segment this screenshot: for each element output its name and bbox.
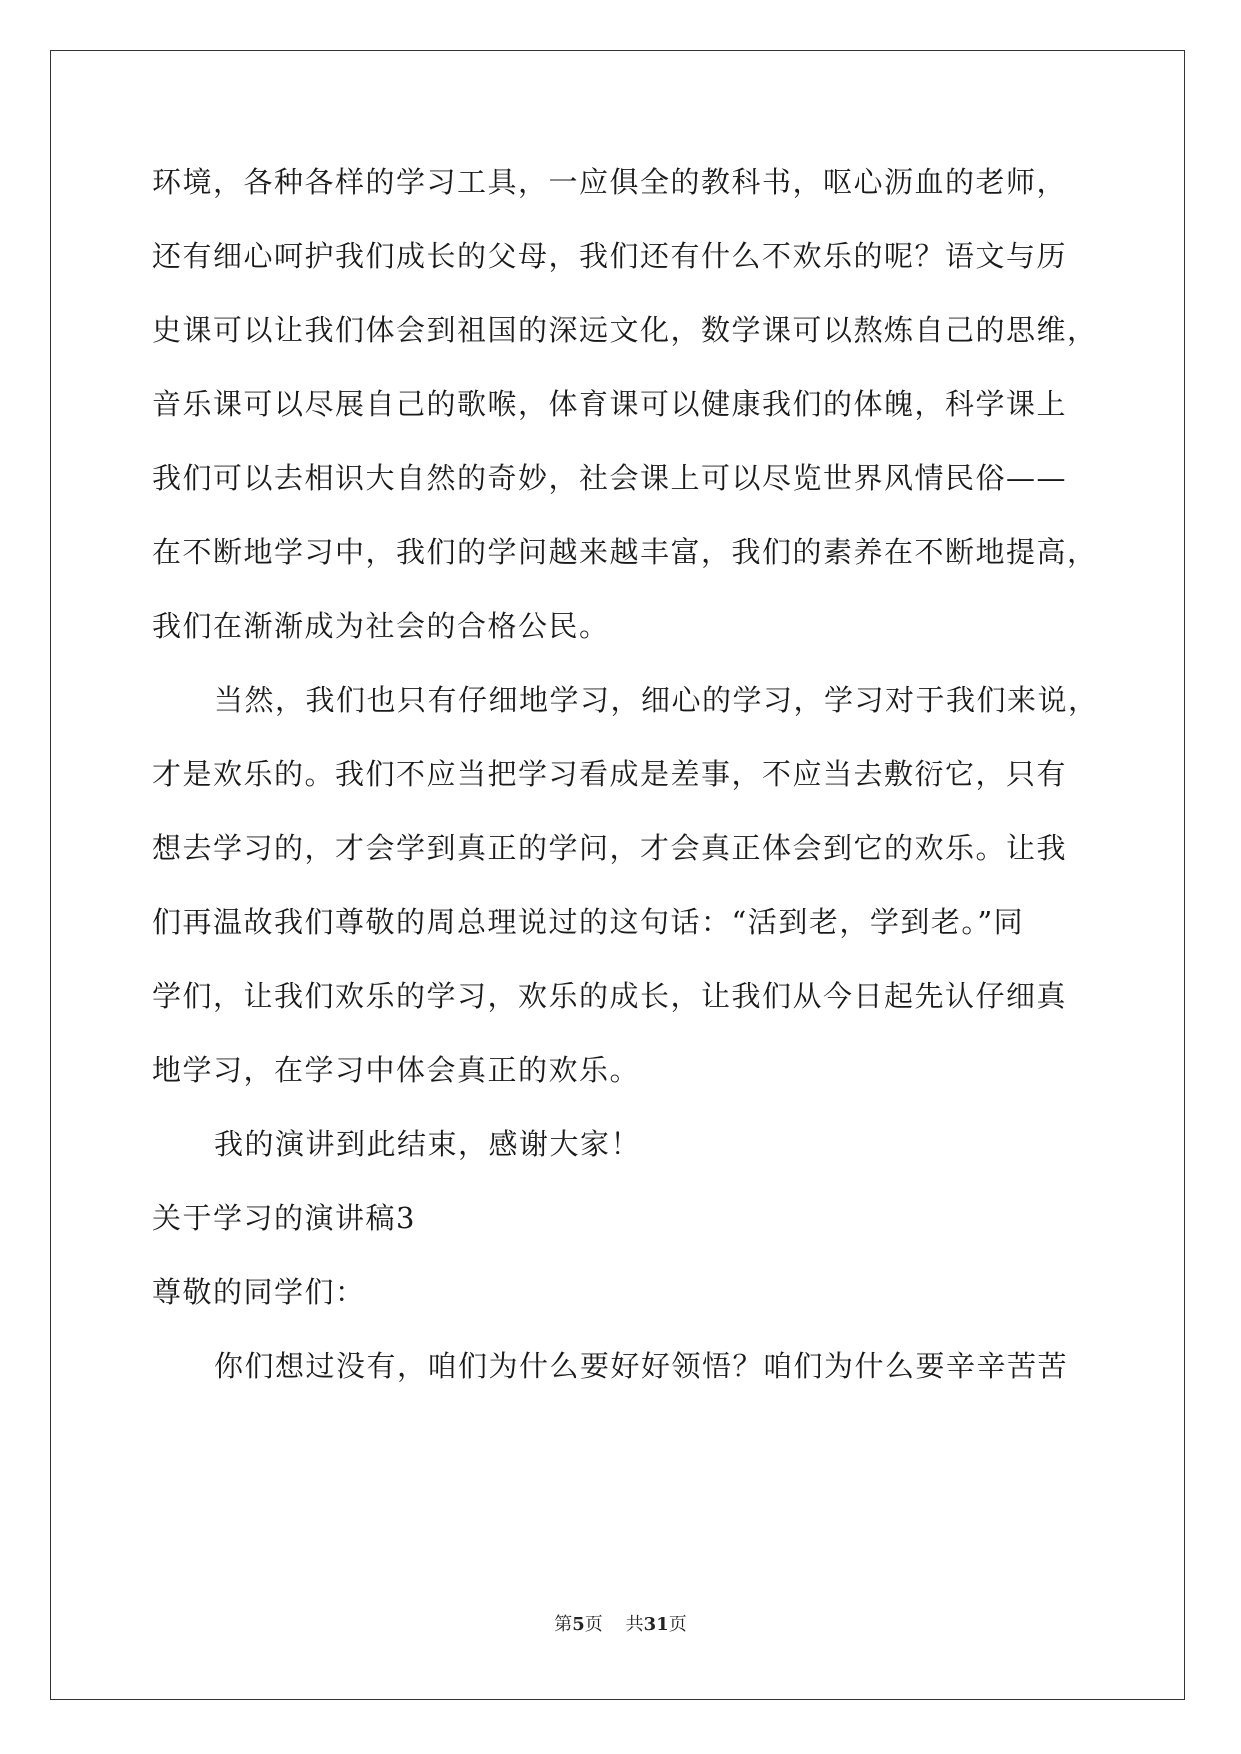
section-heading: 关于学习的演讲稿3 — [152, 1201, 416, 1235]
footer-page-unit: 页 — [584, 1614, 603, 1635]
current-page-number: 5 — [572, 1614, 585, 1635]
paragraph-line: 地学习，在学习中体会真正的欢乐。 — [152, 1053, 641, 1087]
salutation: 尊敬的同学们： — [152, 1275, 366, 1309]
paragraph-line: 史课可以让我们体会到祖国的深远文化，数学课可以熬炼自己的思维， — [152, 313, 1098, 347]
paragraph-line: 想去学习的，才会学到真正的学问，才会真正体会到它的欢乐。让我 — [152, 831, 1068, 865]
paragraph-line: 学们，让我们欢乐的学习，欢乐的成长，让我们从今日起先认仔细真 — [152, 979, 1068, 1013]
footer-total-unit: 页 — [668, 1614, 687, 1635]
page-border — [50, 50, 1185, 1700]
paragraph-line: 才是欢乐的。我们不应当把学习看成是差事，不应当去敷衍它，只有 — [152, 757, 1068, 791]
footer-total-prefix: 共 — [625, 1614, 644, 1635]
paragraph-line: 我们可以去相识大自然的奇妙，社会课上可以尽览世界风情民俗—— — [152, 461, 1068, 495]
total-page-count: 31 — [643, 1614, 669, 1635]
paragraph-line: 你们想过没有，咱们为什么要好好领悟？咱们为什么要辛辛苦苦 — [214, 1349, 1069, 1383]
page-footer — [0, 1610, 1241, 1636]
closing-line: 我的演讲到此结束，感谢大家！ — [214, 1127, 642, 1161]
paragraph-line: 音乐课可以尽展自己的歌喉，体育课可以健康我们的体魄，科学课上 — [152, 387, 1068, 421]
paragraph-line: 们再温故我们尊敬的周总理说过的这句话：“活到老，学到老。”同 — [152, 905, 1025, 939]
paragraph-line: 环境，各种各样的学习工具，一应俱全的教科书，呕心沥血的老师， — [152, 165, 1068, 199]
footer-prefix: 第 — [554, 1614, 573, 1635]
paragraph-line: 当然，我们也只有仔细地学习，细心的学习，学习对于我们来说， — [214, 683, 1099, 717]
paragraph-line: 在不断地学习中，我们的学问越来越丰富，我们的素养在不断地提高， — [152, 535, 1098, 569]
paragraph-line: 还有细心呵护我们成长的父母，我们还有什么不欢乐的呢？语文与历 — [152, 239, 1068, 273]
paragraph-line: 我们在渐渐成为社会的合格公民。 — [152, 609, 610, 643]
